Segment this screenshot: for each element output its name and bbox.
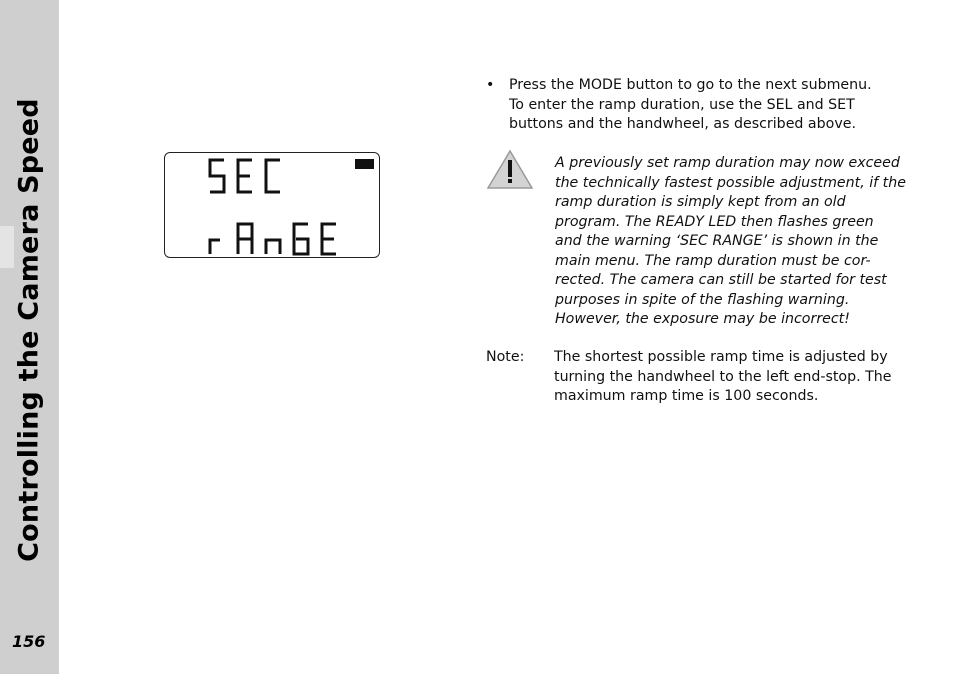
text-line: rected. The camera can still be started for test xyxy=(555,272,887,288)
text-line: turning the handwheel to the left end-stop. The xyxy=(554,368,892,385)
page-number: 156 xyxy=(12,632,46,651)
sidebar-tab-marker xyxy=(0,226,14,268)
text-line: the technically fastest possible adjustment, if the xyxy=(555,174,906,191)
lcd-char-c xyxy=(266,160,280,192)
text-line: maximum ramp time is 100 seconds. xyxy=(554,388,819,404)
text-line: and the warning ‘SEC RANGE’ is shown in the xyxy=(555,233,879,249)
text-line: The shortest possible ramp time is adjusted by xyxy=(554,349,888,365)
text-line: However, the exposure may be incorrect! xyxy=(555,311,850,327)
lcd-char-e2 xyxy=(322,224,336,254)
text-line: Press the MODE button to go to the next submenu. xyxy=(509,77,872,93)
lcd-char-s xyxy=(210,160,224,192)
sidebar xyxy=(0,0,59,674)
text-line: buttons and the handwheel, as described above. xyxy=(509,116,856,132)
text-line: program. The READY LED then flashes green xyxy=(555,213,874,230)
lcd-char-g xyxy=(294,224,308,254)
lcd-segment-graphic xyxy=(165,153,381,259)
lcd-char-a xyxy=(238,224,252,254)
note-paragraph xyxy=(554,348,892,407)
warning-triangle-icon xyxy=(486,148,534,190)
lcd-char-e xyxy=(238,160,252,192)
text-line: ramp duration is simply kept from an old xyxy=(555,194,846,210)
bullet-marker: • xyxy=(486,77,495,93)
warning-paragraph xyxy=(555,154,906,330)
instruction-bullet xyxy=(509,76,879,135)
text-line: A previously set ramp duration may now exceed xyxy=(555,155,900,171)
section-title: Controlling the Camera Speed xyxy=(13,98,45,562)
text-line: main menu. The ramp duration must be cor- xyxy=(555,252,871,269)
text-line: purposes in spite of the flashing warning. xyxy=(555,291,850,308)
text-line: To enter the ramp duration, use the SEL and SET xyxy=(509,96,855,113)
note-label: Note: xyxy=(486,349,525,365)
lcd-display xyxy=(164,152,380,258)
lcd-char-n xyxy=(266,240,280,254)
lcd-char-r xyxy=(210,240,220,254)
lcd-indicator-block xyxy=(355,159,374,169)
